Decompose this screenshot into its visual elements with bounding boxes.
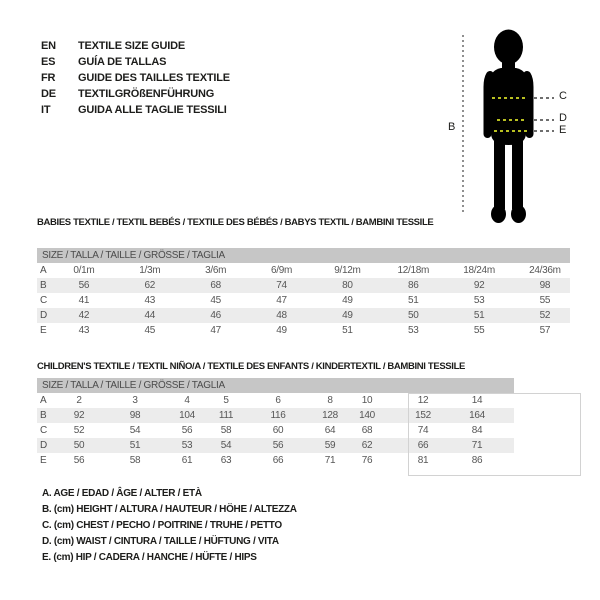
table-cell: 63 — [220, 455, 232, 466]
table-cell: 45 — [144, 325, 156, 336]
table-cell: 46 — [210, 310, 221, 321]
figure-label-b: B — [448, 121, 456, 133]
table-cell: 48 — [276, 310, 287, 321]
table-cell: 76 — [361, 455, 373, 466]
table-cell: 55 — [539, 295, 551, 306]
table-cell: 41 — [78, 295, 90, 306]
row-label-c: C — [40, 425, 47, 436]
hip-leader-line — [534, 130, 554, 132]
babies-size-header: SIZE / TALLA / TAILLE / GRÖSSE / TAGLIA — [37, 248, 570, 263]
row-label-a: A — [40, 395, 47, 406]
table-cell: 52 — [539, 310, 551, 321]
row-label-b: B — [40, 280, 47, 291]
table-cell: 64 — [324, 425, 336, 436]
table-cell: 58 — [220, 425, 232, 436]
table-cell: 51 — [473, 310, 485, 321]
language-code: EN — [41, 40, 56, 52]
figure-label-c: C — [559, 90, 567, 102]
row-label-d: D — [40, 440, 47, 451]
table-cell: 71 — [324, 455, 336, 466]
table-cell: 81 — [417, 455, 429, 466]
table-cell: 86 — [407, 280, 419, 291]
children-section-title: CHILDREN'S TEXTILE / TEXTIL NIÑO/A / TEXTILE DES ENFANTS / KINDERTEXTIL / BAMBINI TESSILE — [37, 361, 466, 372]
table-cell: 66 — [417, 440, 429, 451]
language-row-en — [41, 38, 230, 54]
table-cell: 56 — [73, 455, 85, 466]
table-cell: 104 — [179, 410, 195, 421]
hip-measure-line-e — [494, 130, 529, 132]
row-label-d: D — [40, 310, 47, 321]
figure-label-d: D — [559, 112, 567, 124]
measurement-legend — [42, 486, 297, 566]
child-silhouette-icon — [477, 15, 545, 227]
table-cell: 52 — [73, 425, 85, 436]
table-cell: 47 — [276, 295, 287, 306]
chest-leader-line — [534, 97, 554, 99]
children-table — [37, 393, 497, 468]
language-code: ES — [41, 56, 56, 68]
table-cell: 74 — [276, 280, 287, 291]
table-cell: 51 — [407, 295, 419, 306]
table-cell: 152 — [415, 410, 431, 421]
table-cell: 1/3m — [139, 265, 161, 276]
table-cell: 3 — [132, 395, 138, 406]
table-cell: 12 — [417, 395, 429, 406]
table-cell: 128 — [322, 410, 338, 421]
row-label-c: C — [40, 295, 47, 306]
table-cell: 49 — [276, 325, 287, 336]
language-label: GUIDA ALLE TAGLIE TESSILI — [78, 104, 227, 116]
table-cell: 61 — [181, 455, 193, 466]
table-cell: 10 — [361, 395, 373, 406]
table-cell: 8 — [327, 395, 333, 406]
table-cell: 86 — [471, 455, 483, 466]
table-cell: 50 — [73, 440, 85, 451]
table-cell: 116 — [270, 410, 286, 421]
babies-section-title: BABIES TEXTILE / TEXTIL BEBÉS / TEXTILE DES BÉBÉS / BABYS TEXTIL / BAMBINI TESSILE — [37, 217, 434, 228]
table-cell: 54 — [129, 425, 141, 436]
table-cell: 6/9m — [270, 265, 293, 276]
table-cell: 53 — [181, 440, 193, 451]
babies-table — [37, 263, 578, 338]
table-cell: 56 — [272, 440, 284, 451]
table-cell: 53 — [407, 325, 419, 336]
table-cell: 59 — [324, 440, 336, 451]
table-cell: 92 — [473, 280, 485, 291]
table-cell: 50 — [407, 310, 419, 321]
row-label-e: E — [40, 455, 47, 466]
waist-leader-line — [534, 119, 554, 121]
table-cell: 84 — [471, 425, 483, 436]
table-cell: 62 — [361, 440, 373, 451]
table-cell: 3/6m — [205, 265, 227, 276]
language-label: TEXTILGRÖßENFÜHRUNG — [78, 88, 215, 100]
language-code: IT — [41, 104, 51, 116]
table-cell: 98 — [539, 280, 551, 291]
table-cell: 98 — [129, 410, 141, 421]
table-cell: 12/18m — [397, 265, 429, 276]
table-cell: 6 — [275, 395, 281, 406]
table-cell: 4 — [184, 395, 190, 406]
language-list — [41, 38, 230, 118]
language-row-es — [41, 54, 230, 70]
language-code: FR — [41, 72, 56, 84]
height-measure-line-b — [462, 35, 464, 213]
table-cell: 47 — [210, 325, 221, 336]
table-cell: 49 — [342, 310, 353, 321]
waist-measure-line-d — [497, 119, 526, 121]
table-cell: 57 — [539, 325, 551, 336]
row-label-b: B — [40, 410, 47, 421]
legend-line-c: C. (cm) CHEST / PECHO / POITRINE / TRUHE / PETTO — [42, 520, 282, 531]
table-cell: 44 — [144, 310, 156, 321]
table-cell: 164 — [469, 410, 485, 421]
legend-line-e: E. (cm) HIP / CADERA / HANCHE / HÜFTE / HIPS — [42, 552, 257, 563]
table-cell: 56 — [181, 425, 193, 436]
language-code: DE — [41, 88, 56, 100]
legend-line-b: B. (cm) HEIGHT / ALTURA / HAUTEUR / HÖHE / ALTEZZA — [42, 504, 297, 515]
table-cell: 68 — [210, 280, 221, 291]
language-row-it — [41, 102, 230, 118]
chest-measure-line-c — [492, 97, 528, 99]
table-cell: 45 — [210, 295, 221, 306]
table-cell: 51 — [129, 440, 141, 451]
table-cell: 111 — [218, 410, 234, 421]
table-cell: 2 — [76, 395, 82, 406]
table-cell: 80 — [342, 280, 353, 291]
table-cell: 54 — [220, 440, 232, 451]
table-cell: 24/36m — [529, 265, 561, 276]
table-cell: 74 — [417, 425, 429, 436]
table-cell: 53 — [473, 295, 485, 306]
children-size-header: SIZE / TALLA / TAILLE / GRÖSSE / TAGLIA — [37, 378, 514, 393]
table-cell: 62 — [144, 280, 156, 291]
table-cell: 140 — [359, 410, 375, 421]
language-row-fr — [41, 70, 230, 86]
legend-line-a: A. AGE / EDAD / ÂGE / ALTER / ETÀ — [42, 488, 202, 499]
table-cell: 60 — [272, 425, 284, 436]
table-cell: 51 — [342, 325, 353, 336]
table-cell: 92 — [73, 410, 85, 421]
table-cell: 18/24m — [463, 265, 495, 276]
table-cell: 14 — [471, 395, 483, 406]
table-cell: 56 — [78, 280, 90, 291]
table-cell: 58 — [129, 455, 141, 466]
table-cell: 49 — [342, 295, 353, 306]
language-label: GUIDE DES TAILLES TEXTILE — [78, 72, 230, 84]
table-cell: 43 — [78, 325, 90, 336]
table-cell: 66 — [272, 455, 284, 466]
table-cell: 5 — [223, 395, 229, 406]
language-label: TEXTILE SIZE GUIDE — [78, 40, 186, 52]
table-cell: 9/12m — [334, 265, 361, 276]
table-cell: 43 — [144, 295, 156, 306]
legend-line-d: D. (cm) WAIST / CINTURA / TAILLE / HÜFTUNG / VITA — [42, 536, 279, 547]
table-cell: 68 — [361, 425, 373, 436]
table-cell: 55 — [473, 325, 485, 336]
row-label-a: A — [40, 265, 47, 276]
table-cell: 42 — [78, 310, 90, 321]
row-label-e: E — [40, 325, 47, 336]
figure-label-e: E — [559, 124, 567, 136]
table-cell: 0/1m — [73, 265, 95, 276]
language-label: GUÍA DE TALLAS — [78, 56, 167, 68]
language-row-de — [41, 86, 230, 102]
table-cell: 71 — [471, 440, 483, 451]
